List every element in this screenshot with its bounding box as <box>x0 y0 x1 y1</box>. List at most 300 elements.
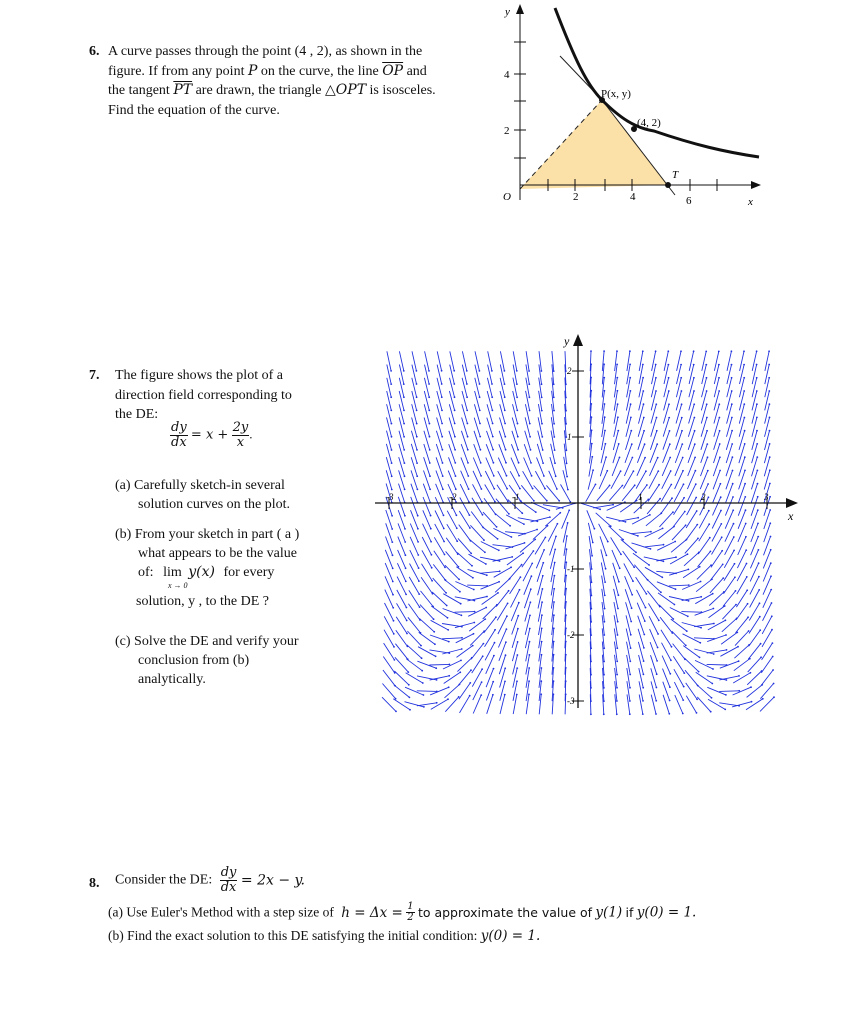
direction-arrow-head <box>441 436 443 438</box>
direction-arrow-head <box>417 541 419 543</box>
direction-arrow-head <box>669 457 671 459</box>
direction-arrow-head <box>444 554 446 556</box>
direction-arrow-head <box>395 698 397 700</box>
direction-arrow-head <box>442 488 444 490</box>
point-t <box>665 182 671 188</box>
direction-arrow-head <box>604 581 606 583</box>
direction-arrow-head <box>541 383 543 385</box>
direction-arrow <box>494 567 511 577</box>
direction-arrow-head <box>693 403 695 405</box>
direction-arrow-head <box>708 523 710 525</box>
direction-arrow-head <box>642 713 644 715</box>
direction-arrow-head <box>668 390 670 392</box>
direction-arrow-head <box>590 674 592 676</box>
direction-arrow <box>682 597 702 601</box>
direction-arrow-head <box>655 390 657 392</box>
direction-arrow-head <box>504 370 506 372</box>
direction-arrow-head <box>554 549 556 551</box>
direction-arrow-head <box>429 449 431 451</box>
direction-arrow-head <box>510 566 512 568</box>
direction-arrow-head <box>650 548 652 550</box>
direction-arrow-head <box>431 580 433 582</box>
direction-arrow-head <box>694 417 696 419</box>
direction-arrow-head <box>497 538 499 540</box>
direction-arrow-head <box>541 614 543 616</box>
direction-arrow-head <box>603 661 605 663</box>
direction-arrow-head <box>669 443 671 445</box>
direction-arrow-head <box>743 377 745 379</box>
direction-arrow-head <box>416 396 418 398</box>
direction-arrow-head <box>695 470 697 472</box>
direction-arrow <box>612 457 619 476</box>
direction-arrow-head <box>648 564 650 566</box>
direction-arrow-head <box>657 633 659 635</box>
direction-arrow <box>518 530 537 536</box>
field-x-tick-label: 2 <box>701 492 706 502</box>
direction-arrow-head <box>713 623 715 625</box>
direction-arrow-head <box>480 694 482 696</box>
direction-arrow-head <box>393 620 395 622</box>
direction-arrow <box>748 644 760 660</box>
direction-arrow-head <box>565 561 567 563</box>
direction-arrow <box>670 554 687 564</box>
direction-arrow-head <box>491 370 493 372</box>
direction-arrow-head <box>505 462 507 464</box>
direction-arrow-head <box>429 488 431 490</box>
direction-arrow <box>430 676 450 680</box>
direction-arrow-head <box>711 683 713 685</box>
direction-arrow-head <box>430 515 432 517</box>
direction-arrow <box>749 617 760 634</box>
direction-arrow-head <box>470 553 472 555</box>
x-axis-label: x <box>748 196 753 208</box>
direction-arrow-head <box>655 700 657 702</box>
direction-arrow-head <box>519 488 521 490</box>
direction-arrow-head <box>737 646 739 648</box>
direction-arrow-head <box>518 602 520 604</box>
direction-arrow-head <box>710 551 712 553</box>
direction-arrow <box>719 703 739 706</box>
direction-arrow-head <box>760 656 762 658</box>
direction-arrow-head <box>591 555 593 557</box>
direction-arrow-head <box>420 645 422 647</box>
direction-arrow-head <box>693 390 695 392</box>
direction-arrow-head <box>688 600 690 602</box>
direction-arrow <box>549 471 557 489</box>
direction-arrow-head <box>744 443 746 445</box>
direction-arrow-head <box>768 364 770 366</box>
x-tick-4-label: 4 <box>630 191 636 203</box>
direction-arrow-head <box>482 514 484 516</box>
direction-arrow-head <box>756 443 758 445</box>
direction-arrow-head <box>603 350 605 352</box>
direction-arrow-head <box>448 641 450 643</box>
direction-arrow <box>431 699 448 709</box>
direction-arrow-head <box>530 588 532 590</box>
direction-arrow-head <box>693 350 695 352</box>
direction-arrow <box>621 539 636 552</box>
direction-arrow-head <box>719 470 721 472</box>
direction-arrow-head <box>445 592 447 594</box>
direction-arrow-head <box>599 508 601 510</box>
q6-figure <box>495 0 785 215</box>
direction-arrow <box>421 591 434 607</box>
direction-arrow-head <box>592 469 594 471</box>
direction-arrow-head <box>448 675 450 677</box>
direction-arrow-head <box>483 539 485 541</box>
direction-arrow-head <box>406 620 408 622</box>
direction-arrow-head <box>590 621 592 623</box>
direction-arrow-head <box>417 515 419 517</box>
direction-arrow <box>433 564 445 580</box>
direction-arrow-head <box>698 671 700 673</box>
direction-arrow <box>457 646 473 658</box>
direction-arrow <box>535 537 545 554</box>
direction-arrow-head <box>404 528 406 530</box>
direction-arrow-head <box>669 700 671 702</box>
direction-arrow-head <box>590 634 592 636</box>
direction-arrow <box>469 619 485 631</box>
direction-arrow-head <box>735 590 737 592</box>
q6-line-4: Find the equation of the curve. <box>108 102 280 118</box>
direction-arrow <box>719 676 739 680</box>
direction-arrow-head <box>543 549 545 551</box>
direction-arrow-head <box>617 621 619 623</box>
direction-arrow-head <box>453 383 455 385</box>
direction-arrow-head <box>529 410 531 412</box>
direction-arrow <box>707 664 727 665</box>
direction-arrow-head <box>393 633 395 635</box>
direction-arrow-head <box>545 537 547 539</box>
direction-arrow-head <box>745 523 747 525</box>
direction-arrow <box>599 471 607 489</box>
direction-arrow <box>433 578 446 593</box>
direction-arrow <box>749 630 761 646</box>
direction-arrow-head <box>466 410 468 412</box>
direction-arrow-head <box>431 554 433 556</box>
direction-arrow-head <box>705 364 707 366</box>
direction-arrow-head <box>680 350 682 352</box>
direction-arrow-head <box>473 589 475 591</box>
direction-arrow-head <box>591 456 593 458</box>
direction-arrow-head <box>633 566 635 568</box>
direction-arrow-head <box>454 396 456 398</box>
direction-arrow-head <box>696 712 698 714</box>
direction-arrow-head <box>681 430 683 432</box>
direction-arrow-head <box>618 443 620 445</box>
direction-arrow-head <box>617 608 619 610</box>
direction-arrow-head <box>521 512 523 514</box>
direction-arrow-head <box>444 567 446 569</box>
direction-arrow-head <box>541 370 543 372</box>
direction-arrow <box>586 484 596 501</box>
direction-arrow-head <box>404 515 406 517</box>
direction-arrow <box>681 612 701 613</box>
direction-arrow-head <box>769 443 771 445</box>
direction-arrow-head <box>460 603 462 605</box>
q7-direction-field <box>370 330 810 720</box>
direction-arrow-head <box>655 713 657 715</box>
direction-arrow <box>733 673 750 683</box>
y-tick-2-label: 2 <box>504 125 510 137</box>
direction-arrow-head <box>446 605 448 607</box>
direction-arrow-head <box>553 423 555 425</box>
direction-arrow-head <box>456 514 458 516</box>
direction-arrow-head <box>743 364 745 366</box>
direction-arrow-head <box>706 390 708 392</box>
direction-arrow-head <box>418 593 420 595</box>
direction-arrow-head <box>738 690 740 692</box>
direction-arrow-head <box>467 436 469 438</box>
direction-arrow-head <box>682 457 684 459</box>
direction-arrow <box>694 624 714 627</box>
direction-arrow-head <box>656 660 658 662</box>
direction-arrow-head <box>688 569 690 571</box>
direction-arrow-head <box>637 517 639 519</box>
direction-arrow-head <box>746 563 748 565</box>
direction-arrow-head <box>423 706 425 708</box>
direction-arrow-head <box>499 570 501 572</box>
field-x-tick-label: 1 <box>638 492 643 502</box>
direction-arrow <box>581 503 600 509</box>
direction-arrow-head <box>393 646 395 648</box>
direction-arrow-head <box>668 403 670 405</box>
field-x-tick-label: -1 <box>512 492 520 502</box>
direction-arrow <box>519 501 535 513</box>
direction-arrow-head <box>442 475 444 477</box>
direction-arrow-head <box>421 657 423 659</box>
direction-arrow-head <box>481 681 483 683</box>
direction-arrow-head <box>504 396 506 398</box>
direction-arrow-head <box>508 590 510 592</box>
direction-arrow-head <box>516 694 518 696</box>
direction-arrow-head <box>706 430 708 432</box>
direction-arrow-head <box>485 607 487 609</box>
direction-arrow-head <box>591 568 593 570</box>
direction-arrow-head <box>443 528 445 530</box>
direction-arrow-head <box>566 535 568 537</box>
direction-arrow-head <box>643 634 645 636</box>
direction-arrow-head <box>670 659 672 661</box>
direction-arrow-head <box>770 589 772 591</box>
direction-arrow-head <box>566 548 568 550</box>
direction-arrow-head <box>770 562 772 564</box>
direction-arrow-head <box>773 683 775 685</box>
direction-arrow-head <box>670 484 672 486</box>
direction-arrow-head <box>391 489 393 491</box>
direction-arrow-head <box>546 500 548 502</box>
direction-arrow-head <box>394 659 396 661</box>
direction-arrow <box>548 524 557 542</box>
direction-arrow <box>550 457 556 476</box>
direction-arrow-head <box>630 621 632 623</box>
direction-arrow-head <box>504 383 506 385</box>
direction-arrow <box>482 527 498 539</box>
direction-arrow <box>408 604 420 620</box>
direction-arrow-head <box>543 475 545 477</box>
direction-arrow-head <box>605 568 607 570</box>
direction-arrow-head <box>532 488 534 490</box>
direction-arrow-head <box>616 350 618 352</box>
direction-arrow-head <box>508 513 510 515</box>
direction-arrow-head <box>620 554 622 556</box>
direction-arrow-head <box>731 390 733 392</box>
direction-arrow <box>659 512 673 527</box>
direction-arrow-head <box>738 660 740 662</box>
direction-arrow-head <box>756 364 758 366</box>
direction-arrow-head <box>605 443 607 445</box>
direction-arrow-head <box>674 541 676 543</box>
direction-arrow <box>563 523 567 543</box>
direction-arrow-head <box>392 568 394 570</box>
direction-arrow-head <box>757 536 759 538</box>
direction-arrow-head <box>725 619 727 621</box>
direction-arrow <box>420 605 434 620</box>
direction-arrow-head <box>403 370 405 372</box>
direction-arrow-head <box>604 430 606 432</box>
direction-arrow-head <box>706 417 708 419</box>
direction-arrow-head <box>433 618 435 620</box>
field-y-tick-label: 1 <box>567 432 572 442</box>
direction-arrow <box>429 664 449 665</box>
direction-arrow-head <box>706 377 708 379</box>
direction-arrow-head <box>453 370 455 372</box>
direction-arrow-head <box>447 617 449 619</box>
field-y-tick-label: 2 <box>567 366 572 376</box>
direction-arrow-head <box>542 462 544 464</box>
direction-arrow-head <box>632 580 634 582</box>
direction-arrow-head <box>744 470 746 472</box>
direction-arrow <box>536 550 544 568</box>
direction-arrow-head <box>447 698 449 700</box>
direction-arrow-head <box>591 443 593 445</box>
direction-arrow-head <box>694 457 696 459</box>
direction-arrow <box>709 606 725 618</box>
direction-arrow-head <box>559 512 561 514</box>
direction-arrow-head <box>609 485 611 487</box>
direction-arrow-head <box>468 488 470 490</box>
direction-arrow-head <box>533 500 535 502</box>
direction-arrow-head <box>540 693 542 695</box>
direction-arrow-head <box>528 370 530 372</box>
direction-arrow-head <box>553 588 555 590</box>
direction-arrow-head <box>649 514 651 516</box>
direction-arrow-head <box>595 484 597 486</box>
direction-arrow-head <box>769 483 771 485</box>
direction-arrow-head <box>660 591 662 593</box>
direction-arrow-head <box>669 686 671 688</box>
direction-arrow-head <box>391 541 393 543</box>
direction-arrow <box>761 670 773 686</box>
direction-arrow-head <box>603 713 605 715</box>
direction-arrow-head <box>407 671 409 673</box>
direction-arrow <box>612 550 620 568</box>
direction-arrow-head <box>553 410 555 412</box>
direction-arrow-head <box>722 577 724 579</box>
direction-arrow-head <box>555 475 557 477</box>
direction-arrow <box>721 632 737 644</box>
direction-arrow <box>394 685 410 698</box>
direction-arrow-head <box>591 595 593 597</box>
direction-arrow-head <box>529 396 531 398</box>
direction-arrow-head <box>603 647 605 649</box>
direction-arrow <box>561 484 571 501</box>
direction-arrow-head <box>719 417 721 419</box>
direction-arrow-head <box>718 377 720 379</box>
direction-arrow <box>457 658 471 672</box>
direction-arrow-head <box>529 436 531 438</box>
direction-arrow-head <box>769 522 771 524</box>
direction-arrow-head <box>700 627 702 629</box>
direction-arrow-head <box>759 616 761 618</box>
direction-arrow-head <box>466 396 468 398</box>
question-6-number: 6. <box>89 44 100 59</box>
direction-arrow <box>732 702 751 707</box>
direction-arrow-head <box>700 581 702 583</box>
direction-arrow-head <box>441 370 443 372</box>
direction-arrow-head <box>617 634 619 636</box>
direction-arrow-head <box>594 528 596 530</box>
direction-arrow-head <box>733 536 735 538</box>
direction-arrow-head <box>566 476 568 478</box>
direction-arrow-head <box>480 475 482 477</box>
direction-arrow-head <box>390 370 392 372</box>
point-t-label: T <box>672 169 679 181</box>
direction-arrow-head <box>632 457 634 459</box>
direction-arrow-head <box>606 555 608 557</box>
direction-arrow-head <box>567 522 569 524</box>
direction-arrow-head <box>435 655 437 657</box>
direction-arrow-head <box>408 684 410 686</box>
direction-arrow-head <box>629 350 631 352</box>
direction-arrow <box>606 517 625 522</box>
direction-arrow-head <box>656 443 658 445</box>
direction-arrow-head <box>494 501 496 503</box>
direction-arrow-head <box>732 470 734 472</box>
direction-arrow-head <box>417 489 419 491</box>
direction-arrow <box>656 571 676 573</box>
direction-arrow <box>647 499 660 514</box>
direction-arrow-head <box>699 657 701 659</box>
origin-label: O <box>503 191 511 203</box>
direction-arrow-head <box>709 537 711 539</box>
direction-arrow-head <box>549 516 551 518</box>
direction-arrow-head <box>454 423 456 425</box>
direction-arrow-head <box>731 417 733 419</box>
direction-arrow-head <box>428 370 430 372</box>
direction-arrow-head <box>683 686 685 688</box>
direction-arrow <box>710 578 723 593</box>
direction-arrow-head <box>706 403 708 405</box>
direction-arrow-head <box>518 462 520 464</box>
direction-arrow-head <box>458 579 460 581</box>
direction-arrow <box>556 503 575 509</box>
direction-arrow-head <box>642 700 644 702</box>
direction-arrow-head <box>461 648 463 650</box>
direction-arrow-head <box>771 629 773 631</box>
direction-arrow <box>444 672 461 683</box>
direction-arrow-head <box>731 350 733 352</box>
direction-arrow-head <box>482 655 484 657</box>
direction-arrow <box>697 684 712 697</box>
direction-arrow <box>562 510 570 528</box>
direction-arrow-head <box>629 700 631 702</box>
direction-arrow-head <box>454 449 456 451</box>
direction-arrow <box>719 691 739 692</box>
direction-arrow-head <box>467 423 469 425</box>
direction-arrow-head <box>504 694 506 696</box>
direction-arrow <box>493 528 511 537</box>
